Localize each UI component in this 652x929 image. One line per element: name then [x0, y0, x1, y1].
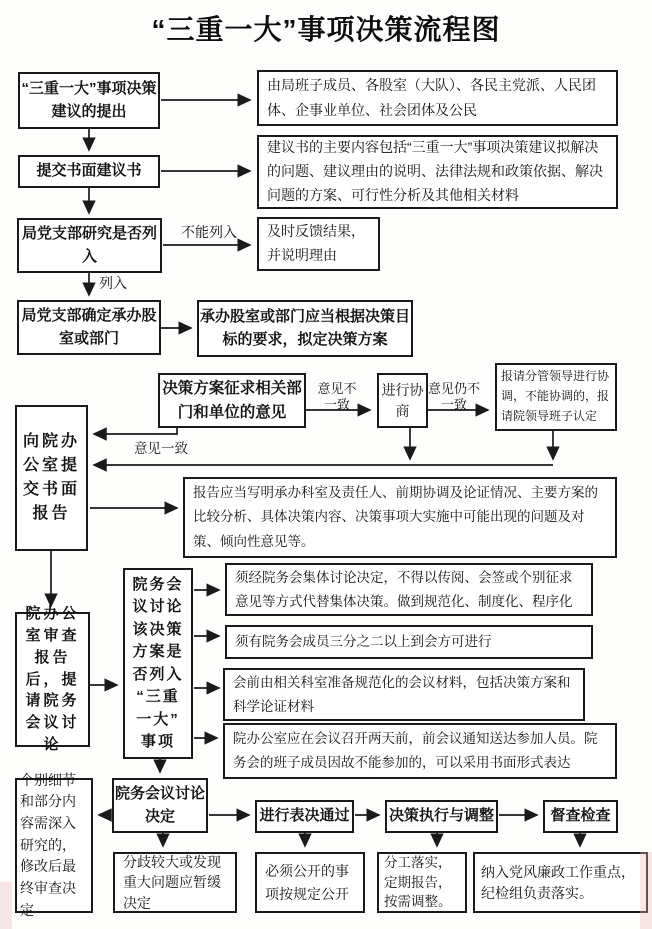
- node-implement: 分工落实，定期报告，按需调整。: [377, 852, 467, 913]
- edge-label-cannot-include: 不能列入: [181, 224, 237, 240]
- node-supervise: 督查检查: [543, 800, 618, 833]
- node-publicize: 必须公开的事项按规定公开: [255, 852, 365, 913]
- edge-label-agree: 意见一致: [134, 441, 188, 456]
- node-plan: 承办股室或部门应当根据决策目标的要求，拟定决策方案: [197, 300, 413, 357]
- edge-label-still-disagree: 意见仍不一致: [428, 381, 481, 413]
- node-postpone: 分歧较大或发现重大问题应暂缓决定: [113, 852, 237, 913]
- node-rule1: 须经院务会集体讨论决定，不得以传阅、会签或个别征求意见等方式代替集体决策。做到规范化、制度化、程序化: [225, 563, 593, 616]
- watermark-smudge-left: [0, 882, 12, 929]
- node-proposal-content: 建议书的主要内容包括“三重一大”事项决策建议拟解决的问题、建议理由的说明、法律法规和政策依据、解决问题的方案、可行性分析及其他相关材料: [257, 135, 618, 209]
- node-proposal: “三重一大”事项决策建议的提出: [18, 72, 160, 129]
- node-execute: 决策执行与调整: [385, 800, 498, 833]
- node-coordinate: 报请分管领导进行协调，不能协调的，报请院领导班子认定: [495, 363, 617, 431]
- node-feedback: 及时反馈结果，并说明理由: [257, 217, 380, 271]
- node-proposers: 由局班子成员、各股室（大队）、各民主党派、人民团体、企事业单位、社会团体及公民: [257, 70, 618, 126]
- edge-label-disagree: 意见不一致: [317, 381, 357, 413]
- watermark-smudge-right: [640, 852, 652, 929]
- node-rule3: 会前由相关科室准备规范化的会议材料，包括决策方案和科学论证材料: [223, 668, 585, 721]
- edge-label-include: 列入: [99, 275, 127, 291]
- node-discipline: 纳入党风廉政工作重点，纪检组负责落实。: [473, 852, 648, 913]
- node-rule2: 须有院务会成员三分之二以上到会方可进行: [225, 625, 593, 659]
- node-negotiate: 进行协商: [377, 373, 428, 428]
- page-title: “三重一大”事项决策流程图: [151, 14, 501, 45]
- node-research: 局党支部研究是否列入: [17, 218, 162, 273]
- node-report-content: 报告应当写明承办科室及责任人、前期协调及论证情况、主要方案的比较分析、具体决策内容、决策事项大实施中可能出现的问题及对策、倾向性意见等。: [183, 477, 617, 558]
- node-rule4: 院办公室应在会议召开两天前，前会议通知送达参加人员。院务会的班子成员因故不能参加的，可以采用书面形式表达: [223, 723, 617, 779]
- node-submit-report: 向院办公室提交书面报告: [15, 405, 88, 551]
- node-decide: 院务会议讨论决定: [112, 778, 208, 833]
- node-review: 院办公室审查报告后，提请院务会议讨论: [15, 612, 90, 747]
- node-submit: 提交书面建议书: [18, 155, 160, 188]
- node-determine: 局党支部确定承办股室或部门: [17, 300, 161, 355]
- node-seek-opinions: 决策方案征求相关部门和单位的意见: [158, 373, 306, 428]
- node-vote: 进行表决通过: [255, 800, 354, 833]
- node-council-discuss: 院务会议讨论该决策方案是否列入“三重一大”事项: [123, 568, 193, 759]
- arrow-seek-to-report-agree: [94, 428, 177, 434]
- node-detail-review: 个别细节和部分内容需深入研究的，修改后最终审查决定: [15, 778, 93, 913]
